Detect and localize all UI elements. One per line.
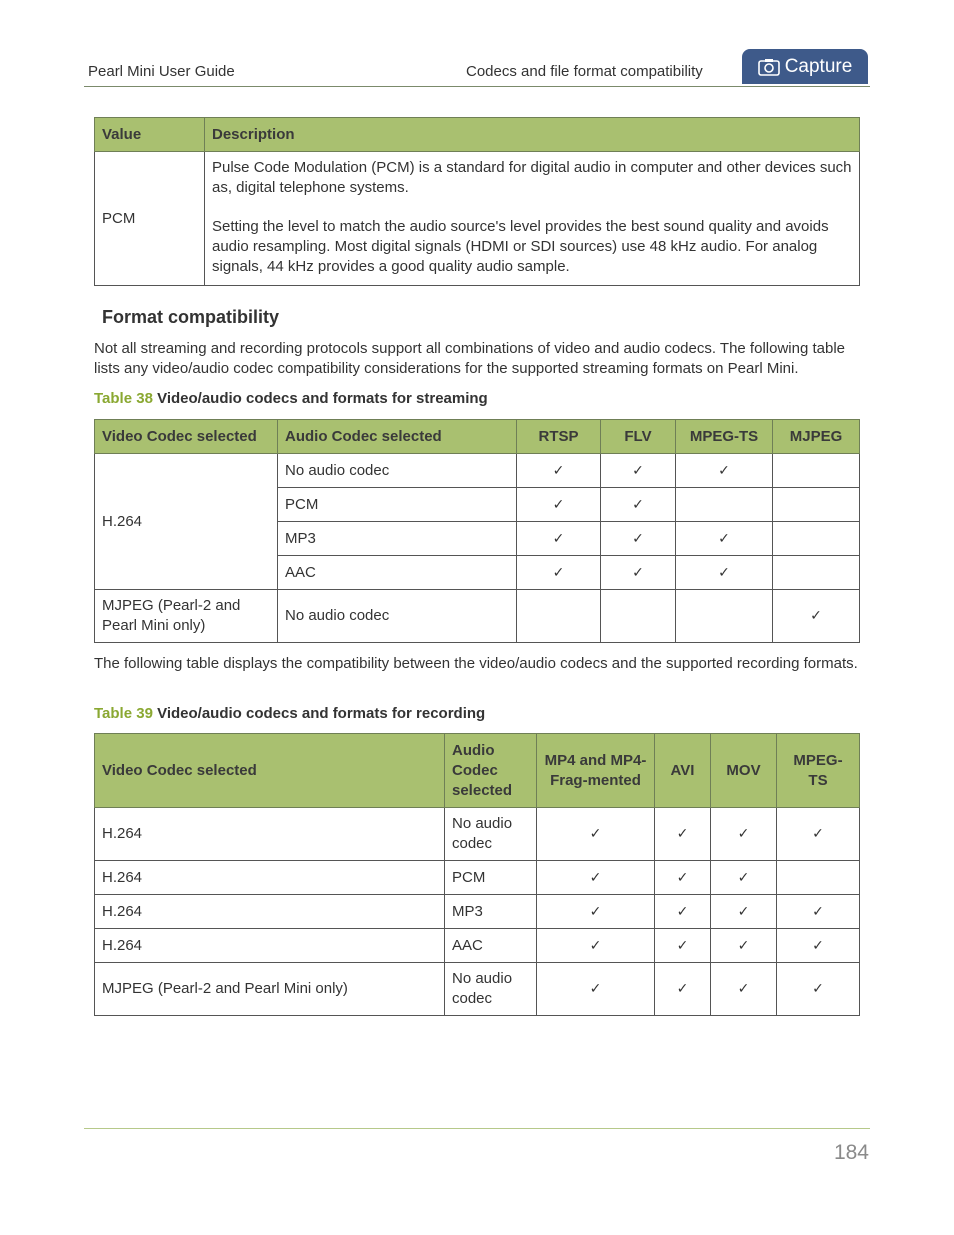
support-cell <box>655 861 711 895</box>
description-paragraph: Setting the level to match the audio source's level provides the best sound quality and avoids audio resampling. Most digital signals (HDMI or SDI sources) use 48 kHz audio. For analog signals, 44 kHz provides a good quality audio sample. <box>212 218 829 275</box>
column-header: MPEG-TS <box>676 420 773 454</box>
value-cell: PCM <box>95 152 205 286</box>
column-header-description: Description <box>205 118 860 152</box>
checkmark-icon: ✓ <box>737 937 750 954</box>
support-cell <box>777 861 860 895</box>
support-cell <box>711 895 777 929</box>
capture-badge <box>742 49 868 84</box>
checkmark-icon: ✓ <box>632 564 644 581</box>
support-cell <box>773 556 860 590</box>
camera-icon <box>758 58 780 76</box>
audio-codec-cell: AAC <box>445 929 537 963</box>
checkmark-icon: ✓ <box>810 608 822 624</box>
video-codec-cell: H.264 <box>95 929 445 963</box>
audio-codec-cell: No audio codec <box>278 590 517 643</box>
support-cell <box>676 590 773 643</box>
table-row <box>95 861 860 895</box>
audio-codec-cell: MP3 <box>278 522 517 556</box>
checkmark-icon: ✓ <box>552 462 565 479</box>
description-cell <box>205 152 860 286</box>
column-header: Audio Codec selected <box>278 420 517 454</box>
recording-compatibility-table <box>94 733 860 1016</box>
support-cell <box>711 861 777 895</box>
support-cell <box>773 454 860 488</box>
checkmark-icon: ✓ <box>812 981 824 997</box>
checkmark-icon: ✓ <box>812 937 824 954</box>
checkmark-icon: ✓ <box>718 564 730 581</box>
checkmark-icon: ✓ <box>676 981 689 997</box>
audio-codec-cell: No audio codec <box>278 454 517 488</box>
column-header: MOV <box>711 734 777 808</box>
checkmark-icon: ✓ <box>676 937 689 954</box>
support-cell <box>601 590 676 643</box>
footer-divider <box>84 1128 870 1129</box>
description-paragraph: Pulse Code Modulation (PCM) is a standard for digital audio in computer and other devices such as, digital telephone systems. <box>212 159 852 196</box>
audio-codec-cell: AAC <box>278 556 517 590</box>
column-header: MP4 and MP4-Frag-mented <box>537 734 655 808</box>
table-number: Table 38 <box>94 390 153 407</box>
table-header-row <box>95 734 860 808</box>
support-cell <box>676 488 773 522</box>
support-cell <box>773 590 860 643</box>
column-header: FLV <box>601 420 676 454</box>
support-cell <box>601 556 676 590</box>
checkmark-icon: ✓ <box>552 530 565 547</box>
pcm-description-table <box>94 117 860 286</box>
recording-intro-paragraph: The following table displays the compatibility between the video/audio codecs and the supported recording formats. <box>94 655 858 672</box>
support-cell <box>517 522 601 556</box>
support-cell <box>537 963 655 1016</box>
table-row <box>95 895 860 929</box>
checkmark-icon: ✓ <box>589 826 602 842</box>
checkmark-icon: ✓ <box>589 869 602 886</box>
page-number: 184 <box>833 1141 869 1164</box>
table-caption-text: Video/audio codecs and formats for recording <box>157 705 486 722</box>
checkmark-icon: ✓ <box>676 826 689 842</box>
support-cell <box>711 929 777 963</box>
support-cell <box>676 454 773 488</box>
support-cell <box>655 929 711 963</box>
video-codec-cell: H.264 <box>95 895 445 929</box>
column-header: MPEG-TS <box>777 734 860 808</box>
support-cell <box>537 808 655 861</box>
checkmark-icon: ✓ <box>737 981 750 997</box>
audio-codec-cell: No audio codec <box>445 963 537 1016</box>
checkmark-icon: ✓ <box>676 903 689 920</box>
checkmark-icon: ✓ <box>589 903 602 920</box>
checkmark-icon: ✓ <box>632 462 644 479</box>
column-header: Video Codec selected <box>95 420 278 454</box>
checkmark-icon: ✓ <box>812 826 824 842</box>
column-header: Video Codec selected <box>95 734 445 808</box>
checkmark-icon: ✓ <box>737 869 750 886</box>
table-row <box>95 590 860 643</box>
checkmark-icon: ✓ <box>632 530 644 547</box>
streaming-compatibility-table <box>94 419 860 643</box>
table-39-caption <box>94 705 485 722</box>
support-cell <box>777 929 860 963</box>
column-header: AVI <box>655 734 711 808</box>
intro-paragraph: Not all streaming and recording protocols support all combinations of video and audio codecs. The following table lists any video/audio codec compatibility considerations for the supported streaming formats on Pearl Mini. <box>94 340 845 377</box>
audio-codec-cell: No audio codec <box>445 808 537 861</box>
table-row <box>95 152 860 286</box>
header-divider <box>84 86 870 87</box>
video-codec-cell: H.264 <box>95 861 445 895</box>
video-codec-cell: H.264 <box>95 454 278 590</box>
support-cell <box>517 556 601 590</box>
support-cell <box>601 522 676 556</box>
column-header: RTSP <box>517 420 601 454</box>
video-codec-cell: H.264 <box>95 808 445 861</box>
column-header: MJPEG <box>773 420 860 454</box>
audio-codec-cell: MP3 <box>445 895 537 929</box>
audio-codec-cell: PCM <box>445 861 537 895</box>
checkmark-icon: ✓ <box>632 496 644 513</box>
checkmark-icon: ✓ <box>812 903 824 920</box>
checkmark-icon: ✓ <box>552 564 565 581</box>
table-38-caption <box>94 390 488 407</box>
support-cell <box>777 808 860 861</box>
support-cell <box>537 929 655 963</box>
capture-badge-label: Capture <box>784 55 853 77</box>
support-cell <box>773 522 860 556</box>
checkmark-icon: ✓ <box>589 937 602 954</box>
checkmark-icon: ✓ <box>737 826 750 842</box>
support-cell <box>777 963 860 1016</box>
support-cell <box>773 488 860 522</box>
support-cell <box>711 963 777 1016</box>
doc-title: Pearl Mini User Guide <box>88 63 235 80</box>
support-cell <box>655 963 711 1016</box>
column-header: Audio Codec selected <box>445 734 537 808</box>
support-cell <box>777 895 860 929</box>
checkmark-icon: ✓ <box>718 462 730 479</box>
section-heading: Format compatibility <box>102 307 280 327</box>
section-title: Codecs and file format compatibility <box>466 63 703 80</box>
checkmark-icon: ✓ <box>589 981 602 997</box>
table-number: Table 39 <box>94 705 153 722</box>
checkmark-icon: ✓ <box>718 530 730 547</box>
table-row <box>95 963 860 1016</box>
table-row <box>95 808 860 861</box>
table-row <box>95 454 860 488</box>
table-header-row <box>95 118 860 152</box>
support-cell <box>537 861 655 895</box>
support-cell <box>537 895 655 929</box>
video-codec-cell: MJPEG (Pearl-2 and Pearl Mini only) <box>95 963 445 1016</box>
checkmark-icon: ✓ <box>552 496 565 513</box>
table-caption-text: Video/audio codecs and formats for streaming <box>157 390 488 407</box>
video-codec-cell: MJPEG (Pearl-2 and Pearl Mini only) <box>95 590 278 643</box>
support-cell <box>711 808 777 861</box>
column-header-value: Value <box>95 118 205 152</box>
table-header-row <box>95 420 860 454</box>
table-row <box>95 929 860 963</box>
checkmark-icon: ✓ <box>676 869 689 886</box>
audio-codec-cell: PCM <box>278 488 517 522</box>
support-cell <box>517 488 601 522</box>
support-cell <box>601 454 676 488</box>
support-cell <box>517 590 601 643</box>
checkmark-icon: ✓ <box>737 903 750 920</box>
support-cell <box>655 808 711 861</box>
support-cell <box>676 556 773 590</box>
support-cell <box>517 454 601 488</box>
support-cell <box>655 895 711 929</box>
support-cell <box>676 522 773 556</box>
support-cell <box>601 488 676 522</box>
